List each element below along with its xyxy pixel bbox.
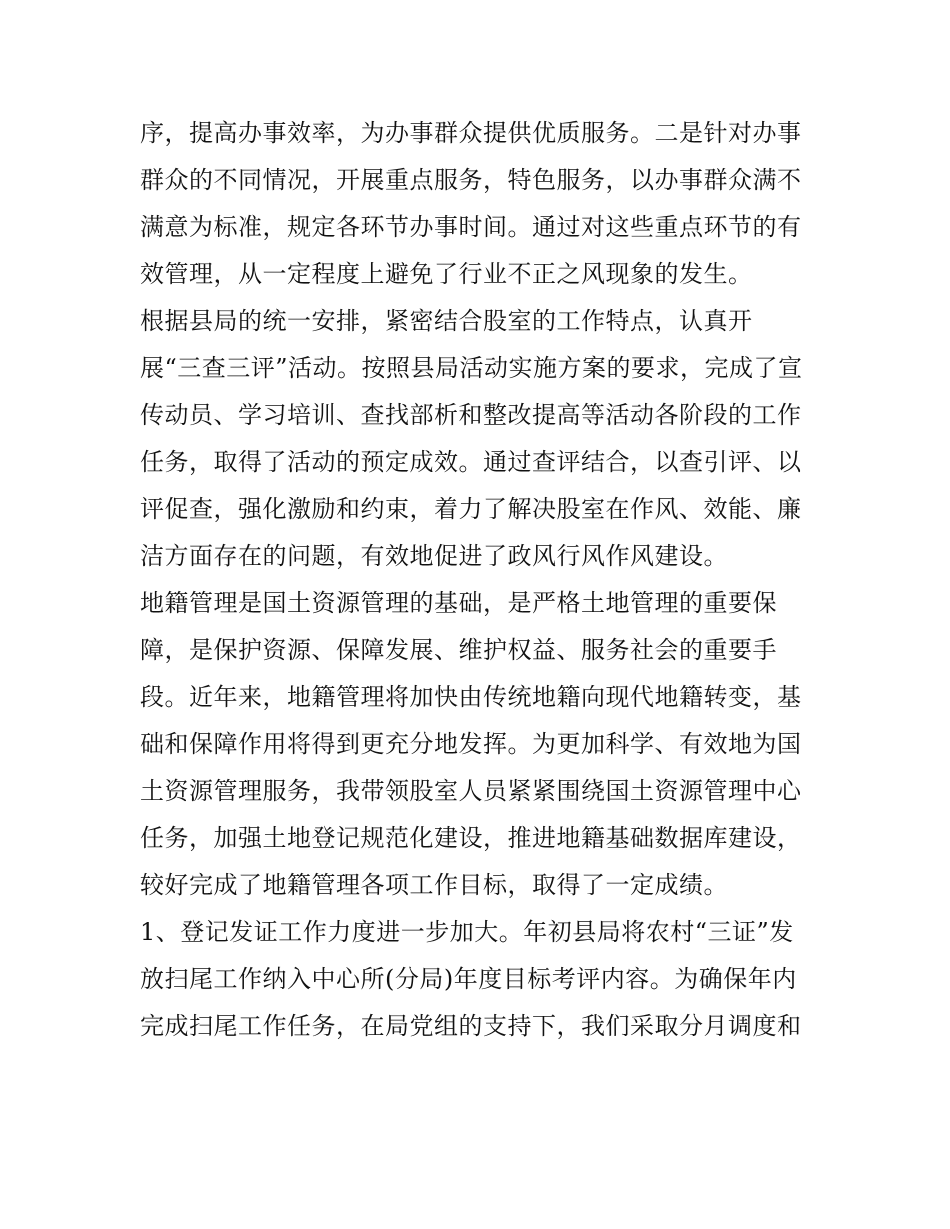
text-line: 展“三查三评”活动。按照县局活动实施方案的要求，完成了宣 xyxy=(140,354,803,382)
text-line: 段。近年来，地籍管理将加快由传统地籍向现代地籍转变，基 xyxy=(140,683,802,711)
text-line: 传动员、学习培训、查找部析和整改提高等活动各阶段的工作 xyxy=(140,401,802,429)
text-line: 1、登记发证工作力度进一步加大。年初县局将农村“三证”发 xyxy=(140,918,794,946)
paragraph-1 xyxy=(140,110,820,298)
text-line: 土资源管理服务，我带领股室人员紧紧围绕国土资源管理中心 xyxy=(140,777,802,805)
paragraph-2 xyxy=(140,298,820,580)
text-line: 放扫尾工作纳入中心所(分局)年度目标考评内容。为确保年内 xyxy=(140,965,797,993)
text-line: 障，是保护资源、保障发展、维护权益、服务社会的重要手 xyxy=(140,636,777,664)
text-line: 完成扫尾工作任务，在局党组的支持下，我们采取分月调度和 xyxy=(140,1012,802,1040)
text-line: 础和保障作用将得到更充分地发挥。为更加科学、有效地为国 xyxy=(140,730,802,758)
text-line: 群众的不同情况，开展重点服务，特色服务，以办事群众满不 xyxy=(140,166,802,194)
paragraph-3 xyxy=(140,580,820,909)
text-line: 地籍管理是国土资源管理的基础，是严格土地管理的重要保 xyxy=(140,589,777,617)
text-line: 任务，加强土地登记规范化建设，推进地籍基础数据库建设， xyxy=(140,824,802,852)
text-line: 较好完成了地籍管理各项工作目标，取得了一定成绩。 xyxy=(140,871,728,899)
paragraph-4 xyxy=(140,909,820,1050)
text-line: 根据县局的统一安排，紧密结合股室的工作特点，认真开 xyxy=(140,307,753,335)
text-line: 满意为标准，规定各环节办事时间。通过对这些重点环节的有 xyxy=(140,213,802,241)
text-line: 序，提高办事效率，为办事群众提供优质服务。二是针对办事 xyxy=(140,119,802,147)
text-line: 洁方面存在的问题，有效地促进了政风行风作风建设。 xyxy=(140,542,728,570)
text-line: 效管理，从一定程度上避免了行业不正之风现象的发生。 xyxy=(140,260,753,288)
text-line: 评促查，强化激励和约束，着力了解决股室在作风、效能、廉 xyxy=(140,495,802,523)
text-line: 任务，取得了活动的预定成效。通过查评结合，以查引评、以 xyxy=(140,448,802,476)
document-body xyxy=(140,110,820,1050)
